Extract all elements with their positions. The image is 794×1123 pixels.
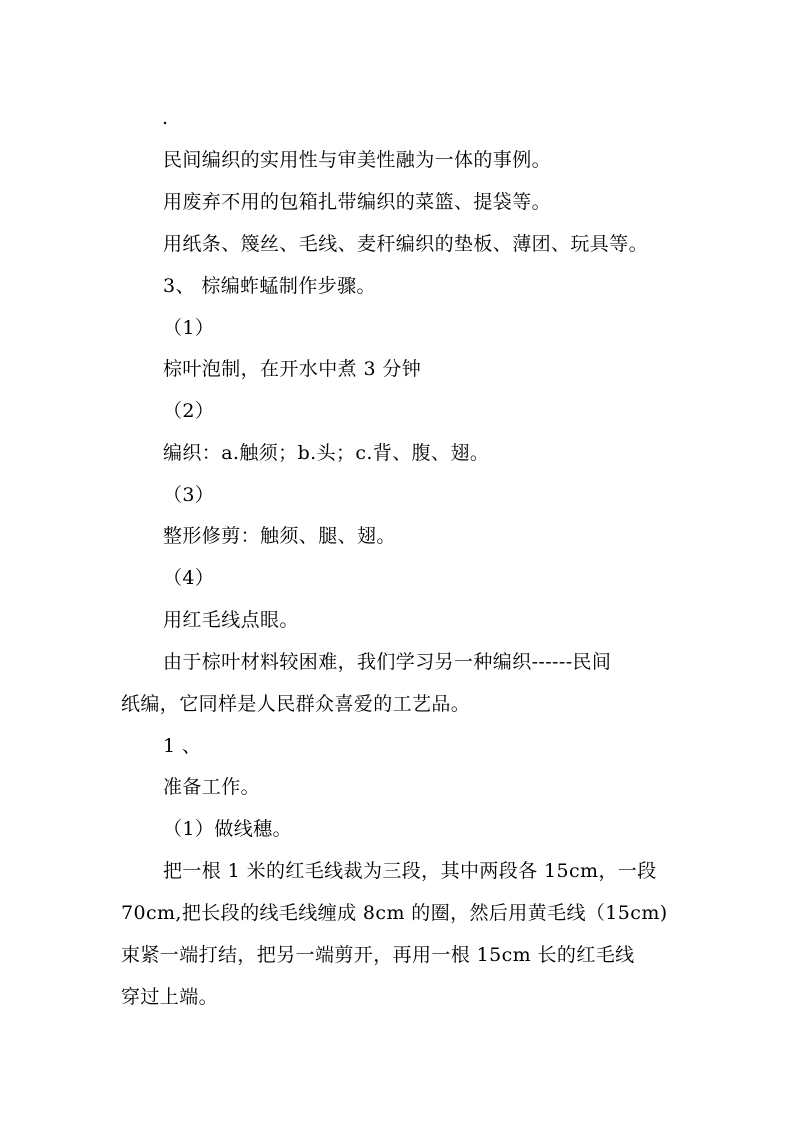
step-number: （2） [163, 400, 215, 422]
paragraph-line: 准备工作。 [163, 776, 261, 798]
step-number: （3） [163, 484, 215, 506]
paragraph-line: 棕叶泡制，在开水中煮 3 分钟 [163, 358, 422, 380]
paragraph-line: 束紧一端打结，把另一端剪开，再用一根 15cm 长的红毛线 [121, 944, 635, 966]
paragraph-line: 整形修剪：触须、腿、翅。 [163, 525, 396, 547]
paragraph-line: 纸编，它同样是人民群众喜爱的工艺品。 [121, 693, 471, 715]
paragraph-line: 由于棕叶材料较困难，我们学习另一种编织------民间 [163, 651, 612, 673]
paragraph-line: 民间编织的实用性与审美性融为一体的事例。 [163, 149, 552, 171]
paragraph-line: 用红毛线点眼。 [163, 609, 299, 631]
paragraph-line: 穿过上端。 [121, 986, 219, 1008]
paragraph-line: 用纸条、篾丝、毛线、麦秆编织的垫板、薄团、玩具等。 [163, 233, 649, 255]
paragraph-line: 把一根 1 米的红毛线裁为三段，其中两段各 15cm，一段 [163, 860, 657, 882]
stray-period: . [162, 107, 169, 129]
paragraph-line: 70cm,把长段的线毛线缠成 8cm 的圈，然后用黄毛线（15cm) [121, 902, 668, 924]
paragraph-line: （1）做线穗。 [163, 818, 292, 840]
step-number: （1） [163, 317, 215, 339]
paragraph-line: 用废弃不用的包箱扎带编织的菜篮、提袋等。 [163, 191, 552, 213]
section-number: 1 、 [163, 735, 202, 757]
step-number: （4） [163, 567, 215, 589]
section-heading: 3、 棕编蚱蜢制作步骤。 [163, 275, 376, 297]
paragraph-line: 编织：a.触须；b.头；c.背、腹、翅。 [163, 442, 490, 464]
